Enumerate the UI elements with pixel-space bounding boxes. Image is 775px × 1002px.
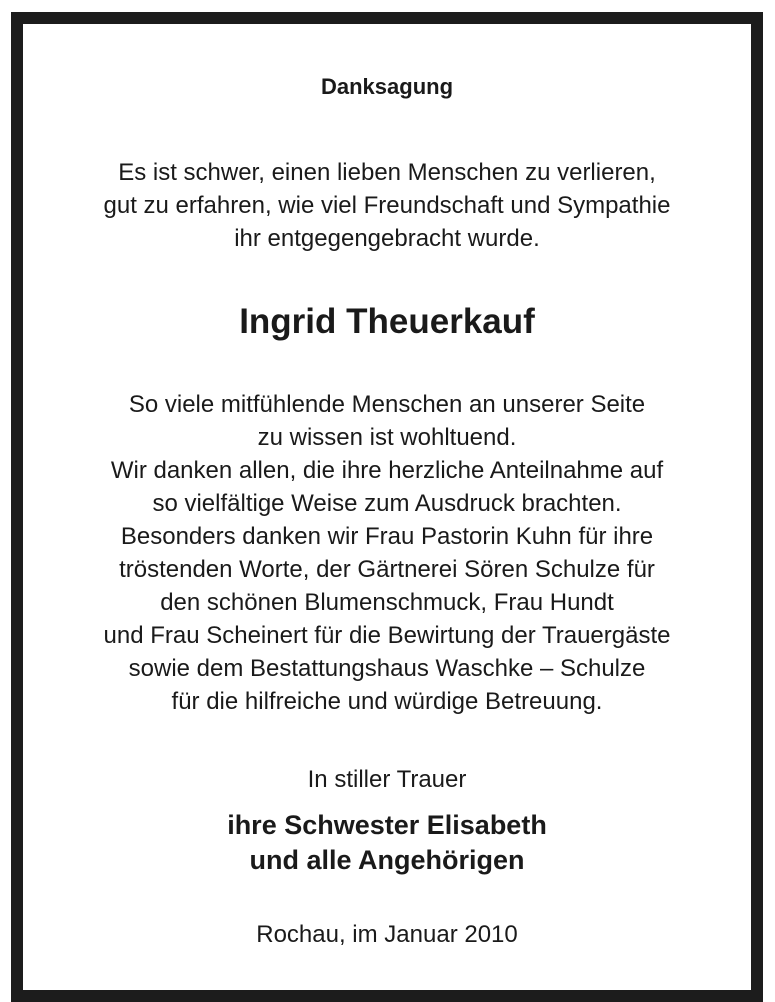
thanks-line: den schönen Blumenschmuck, Frau Hundt	[160, 589, 614, 616]
signature-line: ihre Schwester Elisabeth	[227, 810, 547, 840]
signature-block	[23, 808, 751, 878]
thanks-line: zu wissen ist wohltuend.	[257, 424, 517, 451]
intro-line: ihr entgegengebracht wurde.	[234, 225, 540, 252]
mourning-text: In stiller Trauer	[307, 766, 467, 793]
thanks-line: tröstenden Worte, der Gärtnerei Sören Schulze für	[119, 556, 655, 583]
thanks-line: sowie dem Bestattungshaus Waschke – Schulze	[128, 655, 646, 682]
deceased-name: Ingrid Theuerkauf	[239, 302, 535, 341]
place-date: Rochau, im Januar 2010	[256, 921, 518, 948]
thank-you-notice	[11, 12, 763, 1002]
intro-line: gut zu erfahren, wie viel Freundschaft und Sympathie	[103, 192, 671, 219]
intro-line: Es ist schwer, einen lieben Menschen zu verlieren,	[118, 159, 656, 186]
intro-paragraph	[23, 156, 751, 255]
thanks-line: Besonders danken wir Frau Pastorin Kuhn für ihre	[120, 523, 654, 550]
thanks-line: und Frau Scheinert für die Bewirtung der Trauergäste	[103, 622, 671, 649]
notice-heading: Danksagung	[320, 74, 454, 99]
thanks-line: so vielfältige Weise zum Ausdruck brachten.	[152, 490, 622, 517]
thanks-line: Wir danken allen, die ihre herzliche Anteilnahme auf	[110, 457, 664, 484]
thanks-line: So viele mitfühlende Menschen an unserer Seite	[128, 391, 646, 418]
signature-line: und alle Angehörigen	[249, 845, 525, 875]
thanks-line: für die hilfreiche und würdige Betreuung.	[171, 688, 603, 715]
thanks-paragraph	[23, 388, 751, 718]
